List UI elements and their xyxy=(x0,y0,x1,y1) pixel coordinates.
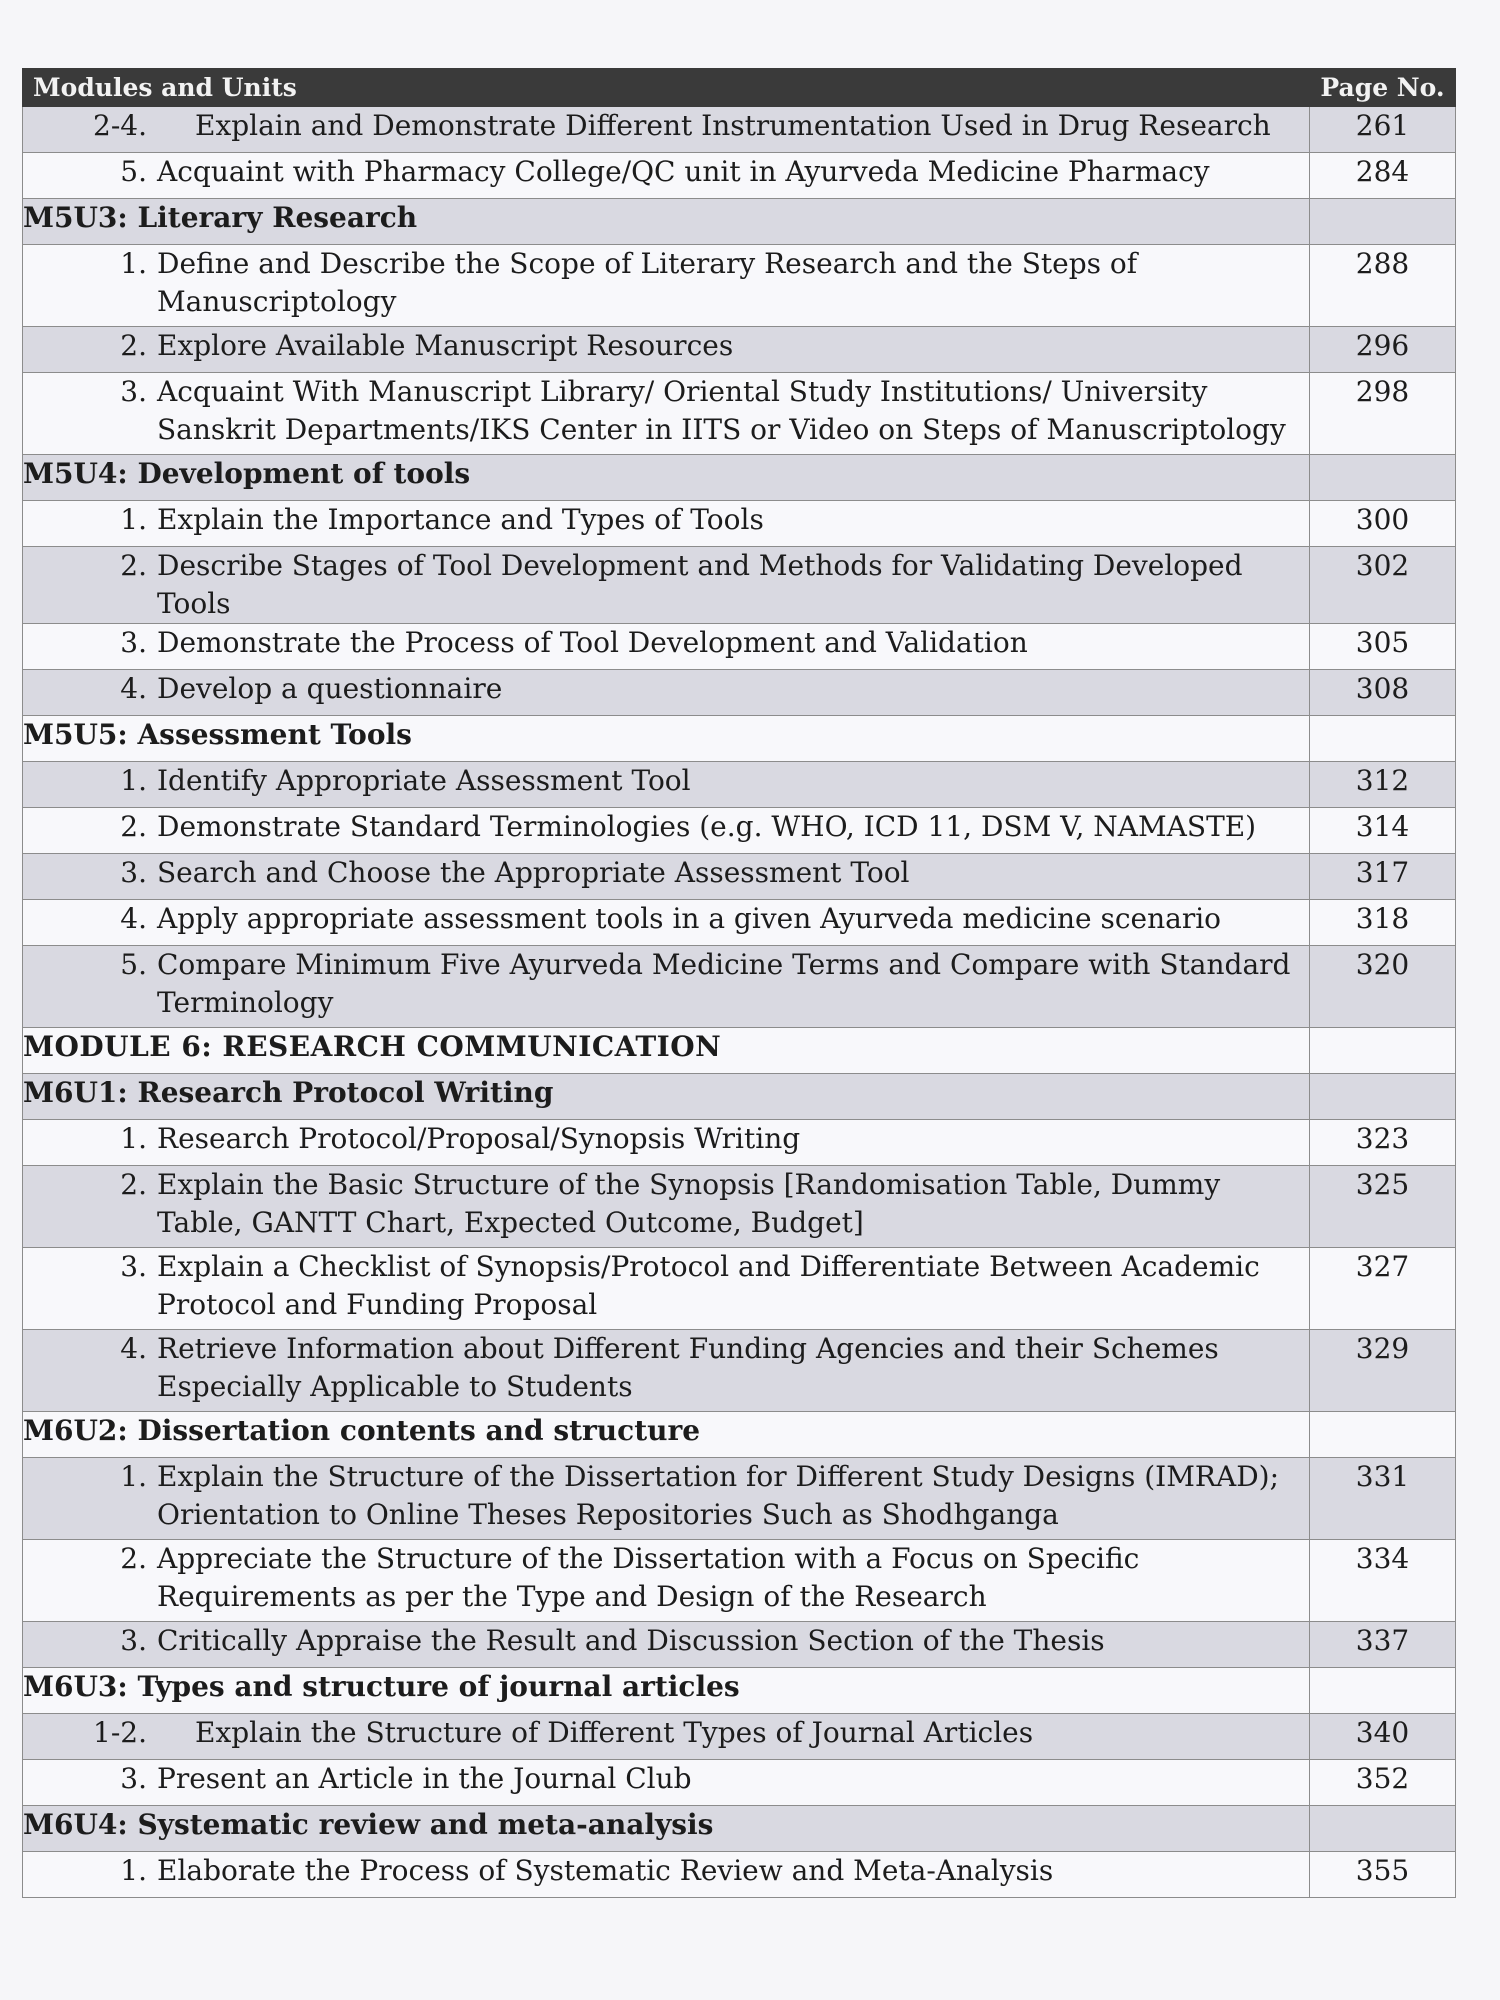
page-number: 298 xyxy=(1310,373,1456,455)
item-number: 1. xyxy=(120,1854,147,1887)
item-title: Compare Minimum Five Ayurveda Medicine Terms and Compare with Standard Terminology xyxy=(157,948,1291,1019)
page-number: 300 xyxy=(1310,501,1456,547)
page-number: 314 xyxy=(1310,808,1456,854)
item-title: Identify Appropriate Assessment Tool xyxy=(157,764,691,797)
item-title: Explain the Importance and Types of Tools xyxy=(157,503,764,536)
item-number: 2. xyxy=(120,1542,147,1575)
table-row xyxy=(23,854,1456,900)
table-row xyxy=(23,327,1456,373)
item-title: Acquaint with Pharmacy College/QC unit in Ayurveda Medicine Pharmacy xyxy=(157,155,1210,188)
table-row xyxy=(23,1248,1456,1330)
unit-heading: M5U5: Assessment Tools xyxy=(23,716,1310,762)
page-number: 337 xyxy=(1310,1622,1456,1668)
page-number: 355 xyxy=(1310,1852,1456,1898)
page-number: 329 xyxy=(1310,1330,1456,1412)
unit-heading: M6U2: Dissertation contents and structure xyxy=(23,1412,1310,1458)
item-title: Elaborate the Process of Systematic Review and Meta-Analysis xyxy=(157,1854,1054,1887)
table-row xyxy=(23,1120,1456,1166)
item-number: 4. xyxy=(120,1332,147,1365)
page-number: 318 xyxy=(1310,900,1456,946)
unit-heading: M6U3: Types and structure of journal articles xyxy=(23,1668,1310,1714)
header-row xyxy=(23,69,1456,107)
item-title: Research Protocol/Proposal/Synopsis Writing xyxy=(157,1122,801,1155)
table-row xyxy=(23,153,1456,199)
page-number: 327 xyxy=(1310,1248,1456,1330)
page-number: 352 xyxy=(1310,1760,1456,1806)
unit-heading: M6U4: Systematic review and meta-analysis xyxy=(23,1806,1310,1852)
item-title: Critically Appraise the Result and Discussion Section of the Thesis xyxy=(157,1624,1105,1657)
page-number: 340 xyxy=(1310,1714,1456,1760)
page-number: 302 xyxy=(1310,547,1456,624)
page-number: 305 xyxy=(1310,624,1456,670)
item-number: 4. xyxy=(120,902,147,935)
item-title: Search and Choose the Appropriate Assessment Tool xyxy=(157,856,910,889)
item-title: Demonstrate the Process of Tool Development and Validation xyxy=(157,626,1028,659)
unit-heading-row xyxy=(23,1074,1456,1120)
item-number: 4. xyxy=(120,672,147,705)
page-number: 325 xyxy=(1310,1166,1456,1248)
table-row xyxy=(23,762,1456,808)
item-title: Explain the Structure of Different Types of Journal Articles xyxy=(195,1716,1034,1749)
table-row xyxy=(23,900,1456,946)
item-number: 3. xyxy=(120,626,147,659)
table-row xyxy=(23,547,1456,624)
page-number: 317 xyxy=(1310,854,1456,900)
unit-heading-row xyxy=(23,1412,1456,1458)
table-row xyxy=(23,501,1456,547)
page-number: 312 xyxy=(1310,762,1456,808)
item-number: 1. xyxy=(120,247,147,280)
table-row xyxy=(23,946,1456,1028)
page-number: 320 xyxy=(1310,946,1456,1028)
table-of-contents xyxy=(22,68,1456,1898)
item-title: Describe Stages of Tool Development and Methods for Validating Developed Tools xyxy=(157,549,1243,620)
item-title: Demonstrate Standard Terminologies (e.g. WHO, ICD 11, DSM V, NAMASTE) xyxy=(157,810,1257,843)
item-number: 5. xyxy=(120,948,147,981)
module-heading-row xyxy=(23,1028,1456,1074)
item-number: 3. xyxy=(120,375,147,408)
item-number: 1-2. xyxy=(93,1716,147,1749)
item-title: Develop a questionnaire xyxy=(157,672,503,705)
table-row xyxy=(23,670,1456,716)
table-row xyxy=(23,373,1456,455)
item-title: Explain and Demonstrate Different Instrumentation Used in Drug Research xyxy=(195,109,1271,142)
page-number: 261 xyxy=(1310,107,1456,153)
table-row xyxy=(23,1622,1456,1668)
table-row xyxy=(23,1714,1456,1760)
table-row xyxy=(23,1540,1456,1622)
page-number: 334 xyxy=(1310,1540,1456,1622)
page-number: 308 xyxy=(1310,670,1456,716)
page-number: 284 xyxy=(1310,153,1456,199)
item-number: 1. xyxy=(120,1122,147,1155)
item-number: 2-4. xyxy=(93,109,147,142)
table-row xyxy=(23,808,1456,854)
page-number-header: Page No. xyxy=(1310,69,1456,107)
table-row xyxy=(23,107,1456,153)
table-row xyxy=(23,1458,1456,1540)
table-row xyxy=(23,1166,1456,1248)
table-row xyxy=(23,245,1456,327)
table-row xyxy=(23,1852,1456,1898)
table-row xyxy=(23,624,1456,670)
item-number: 2. xyxy=(120,549,147,582)
item-title: Retrieve Information about Different Funding Agencies and their Schemes Especially Applicable to Students xyxy=(157,1332,1219,1403)
item-title: Explain the Structure of the Dissertation for Different Study Designs (IMRAD); Orientation to Online Theses Repositories Such as Shodhganga xyxy=(157,1460,1279,1531)
item-title: Explain the Basic Structure of the Synopsis [Randomisation Table, Dummy Table, GANTT Chart, Expected Outcome, Budget] xyxy=(157,1168,1221,1239)
item-number: 3. xyxy=(120,1762,147,1795)
item-number: 2. xyxy=(120,810,147,843)
item-number: 5. xyxy=(120,155,147,188)
page-number: 331 xyxy=(1310,1458,1456,1540)
item-number: 1. xyxy=(120,503,147,536)
page-number: 296 xyxy=(1310,327,1456,373)
unit-heading: M6U1: Research Protocol Writing xyxy=(23,1074,1310,1120)
item-title: Explore Available Manuscript Resources xyxy=(157,329,734,362)
item-number: 1. xyxy=(120,1460,147,1493)
modules-units-header: Modules and Units xyxy=(23,69,1310,107)
page-number: 323 xyxy=(1310,1120,1456,1166)
table-row xyxy=(23,1330,1456,1412)
table-row xyxy=(23,1760,1456,1806)
item-title: Define and Describe the Scope of Literary Research and the Steps of Manuscriptology xyxy=(157,247,1138,318)
unit-heading-row xyxy=(23,1668,1456,1714)
item-number: 2. xyxy=(120,329,147,362)
item-title: Acquaint With Manuscript Library/ Oriental Study Institutions/ University Sanskrit Departments/IKS Center in IITS or Video on Steps of Manuscriptology xyxy=(157,375,1286,446)
item-number: 3. xyxy=(120,1250,147,1283)
item-title: Apply appropriate assessment tools in a given Ayurveda medicine scenario xyxy=(157,902,1222,935)
item-number: 3. xyxy=(120,1624,147,1657)
item-number: 3. xyxy=(120,856,147,889)
item-number: 2. xyxy=(120,1168,147,1201)
item-number: 1. xyxy=(120,764,147,797)
unit-heading-row xyxy=(23,716,1456,762)
item-title: Appreciate the Structure of the Dissertation with a Focus on Specific Requirements as per the Type and Design of the Research xyxy=(157,1542,1140,1613)
unit-heading-row xyxy=(23,1806,1456,1852)
module-heading: MODULE 6: RESEARCH COMMUNICATION xyxy=(23,1028,1310,1074)
item-title: Present an Article in the Journal Club xyxy=(157,1762,692,1795)
item-title: Explain a Checklist of Synopsis/Protocol and Differentiate Between Academic Protocol and Funding Proposal xyxy=(157,1250,1260,1321)
unit-heading-row xyxy=(23,199,1456,245)
unit-heading: M5U3: Literary Research xyxy=(23,199,1310,245)
unit-heading: M5U4: Development of tools xyxy=(23,455,1310,501)
unit-heading-row xyxy=(23,455,1456,501)
page-number: 288 xyxy=(1310,245,1456,327)
